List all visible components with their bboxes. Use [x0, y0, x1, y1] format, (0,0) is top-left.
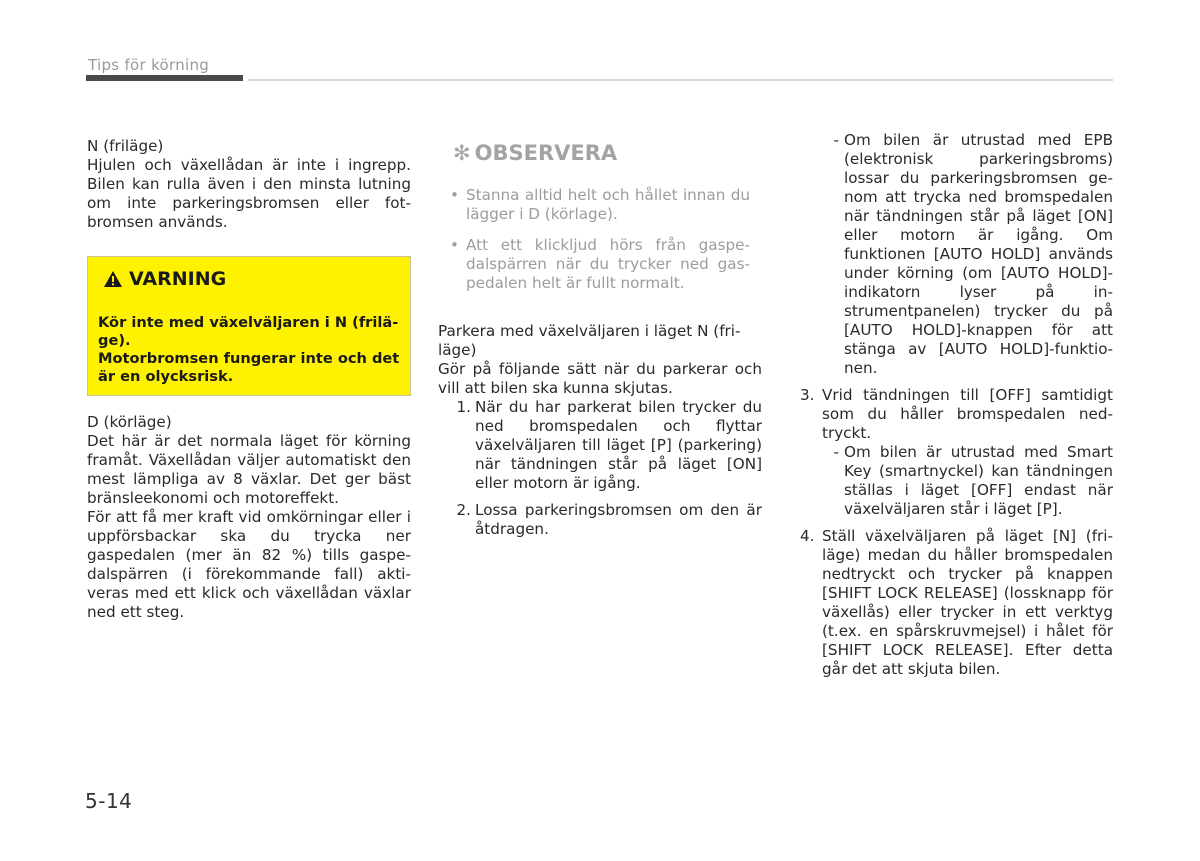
observe-item-text: Stanna alltid helt och hållet innan du lägger i D (körlage). — [466, 186, 750, 223]
step-text: Ställ växelväljaren på läget [N] (friläge) medan du håller bromspedalen nedtryckt och trycker på knappen [SHIFT LOCK RELEASE] (lossknapp för växellås) eller trycker in ett verktyg (t.ex. en spårskruvmejsel) i hålet för [SHIFT LOCK RELEASE]. Efter detta går det att skjuta bilen. — [822, 527, 1113, 678]
header-rule — [248, 79, 1113, 81]
warning-line-1: Kör inte med växelväljaren i N (friläge). — [98, 314, 399, 349]
step-text: Vrid tändningen till [OFF] samtidigt som du håller bromspedalen nedtryckt. — [822, 386, 1113, 442]
page-number: 5-14 — [85, 789, 133, 813]
neutral-heading: N (friläge) — [87, 137, 164, 155]
observe-list — [450, 186, 750, 305]
warning-line-2: Motorbromsen fungerar inte och det är en olycksrisk. — [98, 350, 400, 385]
drive-body-2: För att få mer kraft vid omkörningar eller i uppförsbackar ska du trycka ner gaspedalen (mer än 82 %) tills gaspedalspärren (i förekommande fall) aktiveras med ett klick och växellådan växlar ned ett steg. — [87, 508, 411, 621]
step-number: 1. — [456, 398, 471, 416]
observe-title-text: OBSERVERA — [474, 141, 618, 165]
observe-title — [453, 141, 617, 165]
dash-marker: - — [833, 443, 839, 461]
bullet-icon: • — [450, 186, 459, 204]
list-item — [800, 131, 1113, 378]
epb-text: Om bilen är utrustad med EPB (elektronisk parkeringsbroms) lossar du parkeringsbromsen genom att trycka ned bromspedalen när tändningen står på läget [ON] eller motorn är igång. Om funktionen [AUTO HOLD] används under körning (om [AUTO HOLD]-indikatorn lyser på instrumentpanelen) trycker du på [AUTO HOLD]-knappen för att stänga av [AUTO HOLD]-funktionen. — [844, 131, 1113, 377]
list-item — [800, 527, 1113, 679]
column-left-lower — [87, 413, 411, 622]
bullet-icon: • — [450, 236, 459, 254]
dash-marker: - — [833, 131, 839, 149]
drive-body-1: Det här är det normala läget för körning framåt. Växellådan väljer automatiskt den mest lämpliga av 8 växlar. Det ger bäst bränsleekonomi och motoreffekt. — [87, 432, 411, 507]
list-item — [438, 501, 762, 539]
smart-key-text: Om bilen är utrustad med Smart Key (smartnyckel) kan tändningen ställas i läget [OFF] endast när växelväljaren står i läget [P]. — [844, 443, 1113, 518]
list-item — [438, 398, 762, 493]
drive-heading: D (körläge) — [87, 413, 172, 431]
neutral-body: Hjulen och växellådan är inte i ingrepp. Bilen kan rulla även i den minsta lutning om inte parkeringsbromsen eller fotbromsen används. — [87, 156, 411, 231]
park-intro: Gör på följande sätt när du parkerar och vill att bilen ska kunna skjutas. — [438, 360, 762, 397]
step-number: 2. — [456, 501, 471, 519]
column-right — [800, 131, 1113, 679]
header-rule-accent — [86, 75, 243, 81]
column-left — [87, 137, 411, 232]
list-item — [800, 443, 1113, 519]
list-item — [450, 186, 750, 224]
step-text: Lossa parkeringsbromsen om den är åtdragen. — [475, 501, 762, 538]
step-number: 3. — [800, 386, 815, 404]
list-item — [450, 236, 750, 293]
warning-title — [103, 268, 226, 290]
park-heading: Parkera med växelväljaren i läget N (friläge) — [438, 322, 741, 359]
warning-title-text: VARNING — [129, 268, 227, 290]
warning-triangle-icon — [103, 270, 123, 288]
section-title: Tips för körning — [88, 56, 210, 74]
asterisk-icon: ✻ — [453, 141, 471, 165]
step-text: När du har parkerat bilen trycker du ned bromspedalen och flyttar växelväljaren till läget [P] (parkering) när tändningen står på läget [ON] eller motorn är igång. — [475, 398, 762, 492]
list-item — [800, 386, 1113, 443]
step-number: 4. — [800, 527, 815, 545]
observe-item-text: Att ett klickljud hörs från gaspedalspärren när du trycker ned gaspedalen helt är fullt normalt. — [466, 236, 750, 292]
warning-text — [98, 314, 401, 386]
column-middle — [438, 322, 762, 539]
